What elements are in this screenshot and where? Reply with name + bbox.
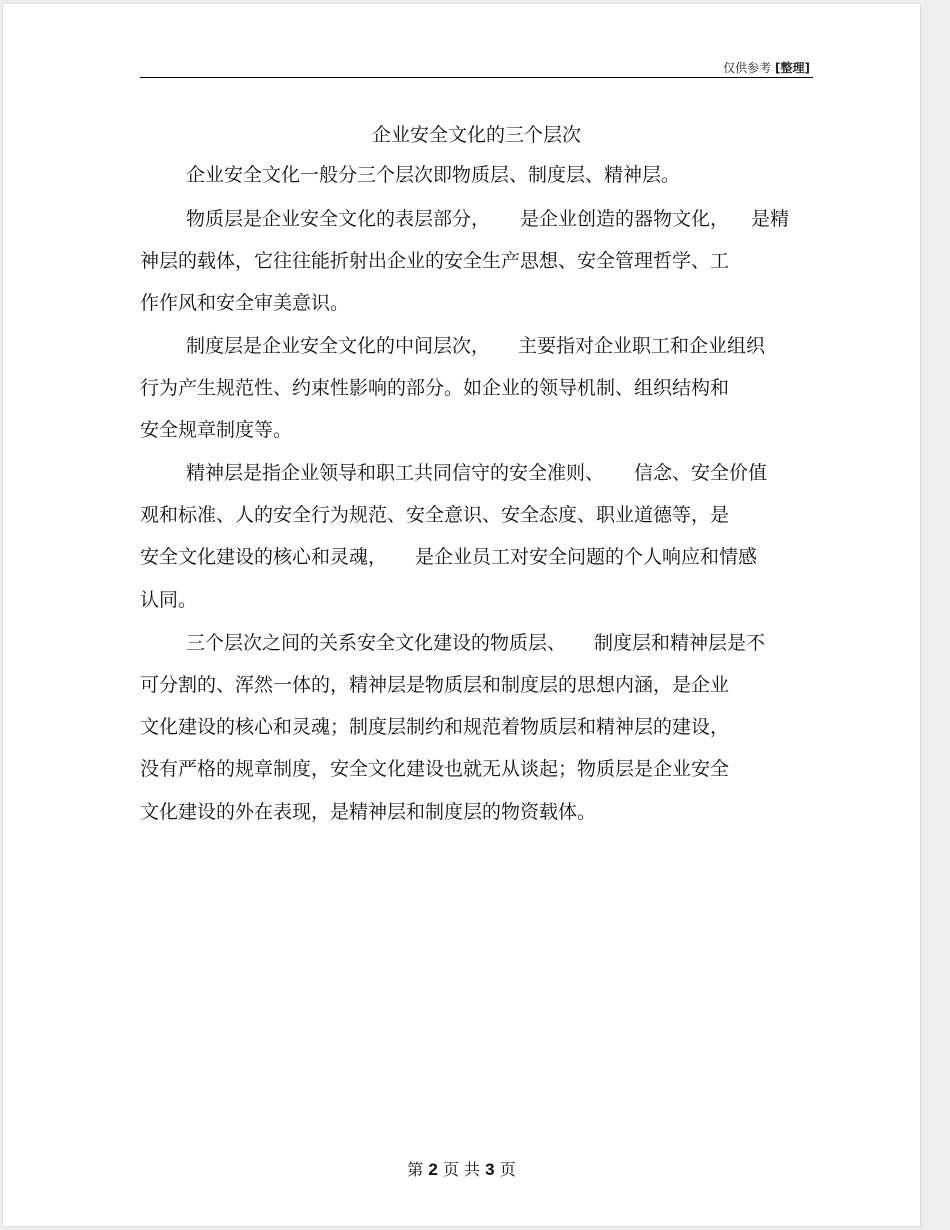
paragraph-4-line-3-part-b: 是企业员工对安全问题的个人响应和情感 [415,546,758,568]
footer-suffix: 页 [499,1160,516,1179]
paragraph-2-line-1-part-b: 是企业创造的器物文化， [520,208,730,230]
paragraph-4-line-1-part-b: 信念、安全价值 [634,462,768,484]
paragraph-5-line-5: 文化建设的外在表现，是精神层和制度层的物资载体。 [140,801,597,823]
paragraph-3-line-1 [186,334,765,358]
paragraph-4-line-3-part-a: 安全文化建设的核心和灵魂， [140,546,388,568]
footer-prefix: 第 [407,1160,424,1179]
paragraph-3-line-1-part-a: 制度层是企业安全文化的中间层次， [186,335,491,357]
paragraph-2-line-3: 作作风和安全审美意识。 [140,292,350,314]
footer-page-number: 2 [428,1160,438,1179]
page-footer [3,1157,920,1180]
paragraph-5-line-1-part-b: 制度层和精神层是不 [594,632,766,654]
header-divider [140,77,813,78]
paragraph-5-line-1 [186,631,765,655]
paragraph-2-line-1 [186,207,789,231]
footer-total-pages: 3 [485,1160,495,1179]
paragraph-3-line-3: 安全规章制度等。 [140,419,293,441]
paragraph-3-line-2: 行为产生规范性、约束性影响的部分。如企业的领导机制、组织结构和 [140,377,730,399]
header-note-text: 仅供参考 [723,61,772,75]
paragraph-4-line-2: 观和标准、人的安全行为规范、安全意识、安全态度、职业道德等，是 [140,504,730,526]
paragraph-4-line-1 [186,461,767,485]
paragraph-4-line-1-part-a: 精神层是指企业领导和职工共同信守的安全准则、 [186,462,605,484]
header-note [723,59,810,76]
header-tag: [整理] [775,61,810,75]
paragraph-4-line-3 [140,545,757,569]
paragraph-5-line-2: 可分割的、浑然一体的，精神层是物质层和制度层的思想内涵，是企业 [140,674,730,696]
paragraph-1-line-1: 企业安全文化一般分三个层次即物质层、制度层、精神层。 [186,164,681,186]
document-title: 企业安全文化的三个层次 [371,124,581,146]
paragraph-2-line-1-part-c: 是精 [751,208,790,230]
footer-mid: 页 共 [442,1160,481,1179]
paragraph-3-line-1-part-b: 主要指对企业职工和企业组织 [518,335,766,357]
paragraph-4-line-4: 认同。 [140,589,198,611]
paragraph-5-line-4: 没有严格的规章制度，安全文化建设也就无从谈起；物质层是企业安全 [140,758,730,780]
paragraph-5-line-3: 文化建设的核心和灵魂；制度层制约和规范着物质层和精神层的建设， [140,716,730,738]
paragraph-2-line-1-part-a: 物质层是企业安全文化的表层部分， [186,208,491,230]
document-page [3,4,920,1226]
paragraph-5-line-1-part-a: 三个层次之间的关系安全文化建设的物质层、 [186,632,567,654]
paragraph-2-line-2: 神层的载体，它往往能折射出企业的安全生产思想、安全管理哲学、工 [140,250,730,272]
